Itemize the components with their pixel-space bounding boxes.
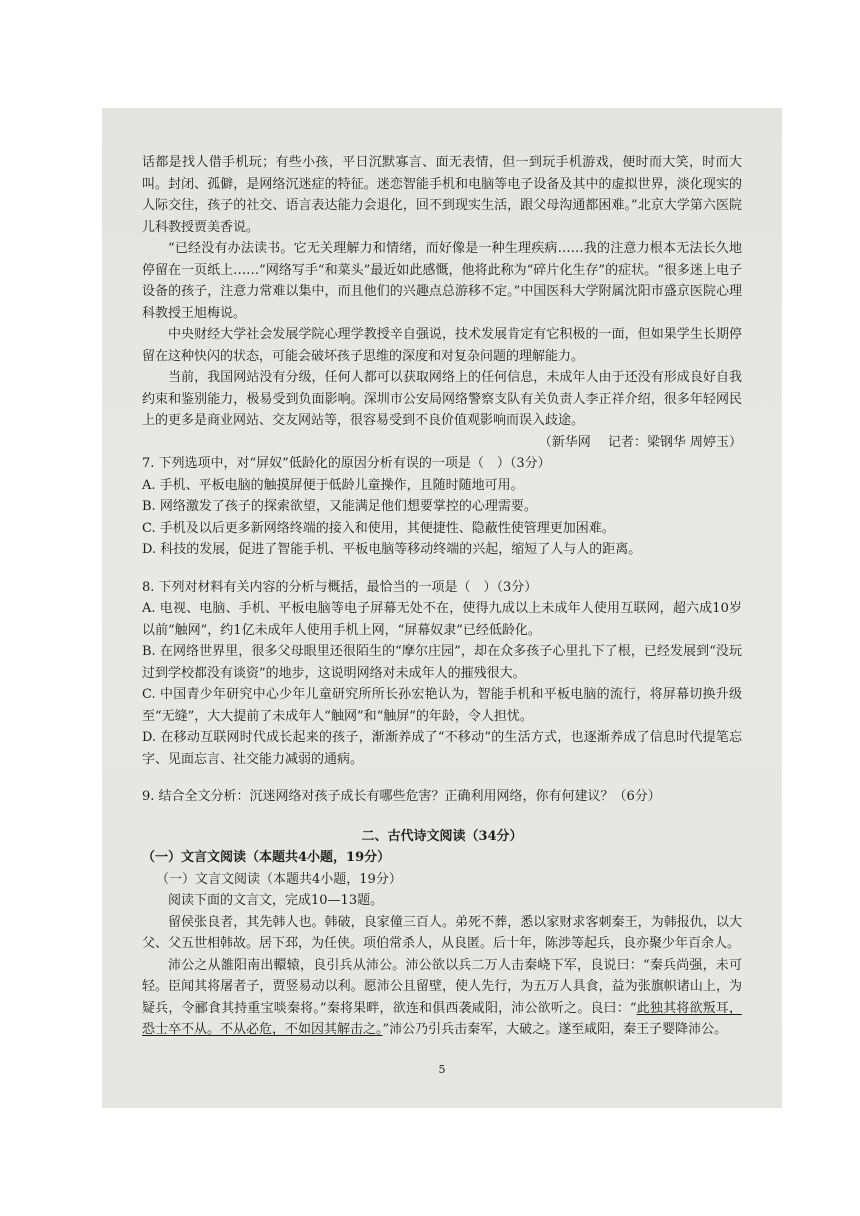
classical-paragraph: 留侯张良者，其先韩人也。韩破，良家僮三百人。弟死不葬，悉以家财求客刺秦王，为韩报仇，以大父、父五世相韩故。居下邳，为任侠。项伯常杀人，从良匿。后十年，陈涉等起兵，良亦聚少年百余人。: [142, 914, 742, 951]
text-span: ”沛公乃引兵击秦军，大破之。遂至咸阳，秦王子婴降沛公。: [382, 1022, 728, 1037]
paragraph: “已经没有办法读书。它无关理解力和情绪，而好像是一种生理疾病……我的注意力根本无法长久地停留在一页纸上……”网络写手“和菜头”最近如此感慨，他将此称为“碎片化生存”的症状。“很多迷上电子设备的孩子，注意力常难以集中，而且他们的兴趣点总游移不定。”中国医科大学附属沈阳市盛京医院心理科教授王旭梅说。: [142, 241, 742, 321]
option-b: B. 在网络世界里，很多父母眼里还很陌生的“摩尔庄园”，却在众多孩子心里扎下了根，已经发展到“没玩过到学校都没有谈资”的地步，这说明网络对未成年人的摧残很大。: [142, 644, 742, 681]
question-7-stem: 7. 下列选项中，对“屏奴”低龄化的原因分析有误的一项是（ ）（3分）: [142, 456, 551, 471]
paragraph: 中央财经大学社会发展学院心理学教授辛自强说，技术发展肯定有它积极的一面，但如果学生长期停留在这种快闪的状态，可能会破坏孩子思维的深度和对复杂问题的理解能力。: [142, 327, 742, 364]
instruction: 阅读下面的文言文，完成10—13题。: [168, 893, 384, 908]
option-a: A. 手机、平板电脑的触摸屏便于低龄儿童操作，且随时随地可用。: [142, 477, 524, 493]
option-d: D. 在移动互联网时代成长起来的孩子，渐渐养成了“不移动”的生活方式，也逐渐养成了信息时代提笔忘字、见面忘言、社交能力减弱的通病。: [142, 730, 742, 767]
question-9: 9. 结合全文分析：沉迷网络对孩子成长有哪些危害？正确利用网络，你有何建议？（6分）: [142, 789, 661, 804]
subsection-heading: （一）文言文阅读（本题共4小题，19分）: [142, 850, 391, 865]
page-number: 5: [438, 1063, 446, 1076]
option-d: D. 科技的发展，促进了智能手机、平板电脑等移动终端的兴起，缩短了人与人的距离。: [142, 542, 642, 557]
subsection-heading-repeat: （一）文言文阅读（本题共4小题，19分）: [156, 871, 402, 887]
text-block: [142, 152, 742, 1041]
option-a: A. 电视、电脑、手机、平板电脑等电子屏幕无处不在，使得九成以上未成年人使用互联网，超六成10岁以前“触网”，约1亿未成年人使用手机上网，“屏幕奴隶”已经低龄化。: [142, 601, 742, 638]
text-span: 沛公之从雒阳南出轘辕，良引兵从沛公。沛公欲以兵二万人击秦峣下军，良说曰：“秦兵尚强，未可轻。臣闻其将屠者子，贾竖易动以利。愿沛公且留壁，使人先行，为五万人具食，益为张旗帜诸山上，为疑兵，令郦食其持重宝啖秦将。”秦将果畔，欲连和俱西袭咸阳，沛公欲听之。良曰：“: [142, 957, 742, 1016]
option-c: C. 中国青少年研究中心少年儿童研究所所长孙宏艳认为，智能手机和平板电脑的流行，将屏幕切换升级至“无缝”，大大提前了未成年人“触网”和“触屏”的年龄，令人担忧。: [142, 687, 742, 724]
underlined-sentence: 此独其将欲叛耳，恐士卒不从。不从必危，不如因其解击之。: [142, 1000, 742, 1037]
question-8-stem: 8. 下列对材料有关内容的分析与概括，最恰当的一项是（ ）（3分）: [142, 579, 538, 595]
source-line: （新华网 记者：梁钢华 周婷玉）: [538, 434, 742, 450]
paragraph: 当前，我国网站没有分级，任何人都可以获取网络上的任何信息，未成年人由于还没有形成良好自我约束和鉴别能力，极易受到负面影响。深圳市公安局网络警察支队有关负责人李正祥介绍，很多年轻网民上的更多是商业网站、交友网站等，很容易受到不良价值观影响而误入歧途。: [142, 370, 742, 428]
option-c: C. 手机及以后更多新网络终端的接入和使用，其便捷性、隐蔽性使管理更加困难。: [142, 520, 615, 536]
scanned-page: [102, 108, 782, 1108]
classical-paragraph: [142, 955, 742, 1041]
paragraph: 话都是找人借手机玩；有些小孩，平日沉默寡言、面无表情，但一到玩手机游戏，便时而大笑，时而大叫。封闭、孤僻，是网络沉迷症的特征。迷恋智能手机和电脑等电子设备及其中的虚拟世界，淡化现实的人际交往，孩子的社交、语言表达能力会退化，回不到现实生活，跟父母沟通都困难。”北京大学第六医院儿科教授贾美香说。: [142, 155, 742, 235]
option-b: B. 网络激发了孩子的探索欲望，又能满足他们想要掌控的心理需要。: [142, 499, 537, 514]
section-title: 二、古代诗文阅读（34分）: [361, 828, 523, 844]
